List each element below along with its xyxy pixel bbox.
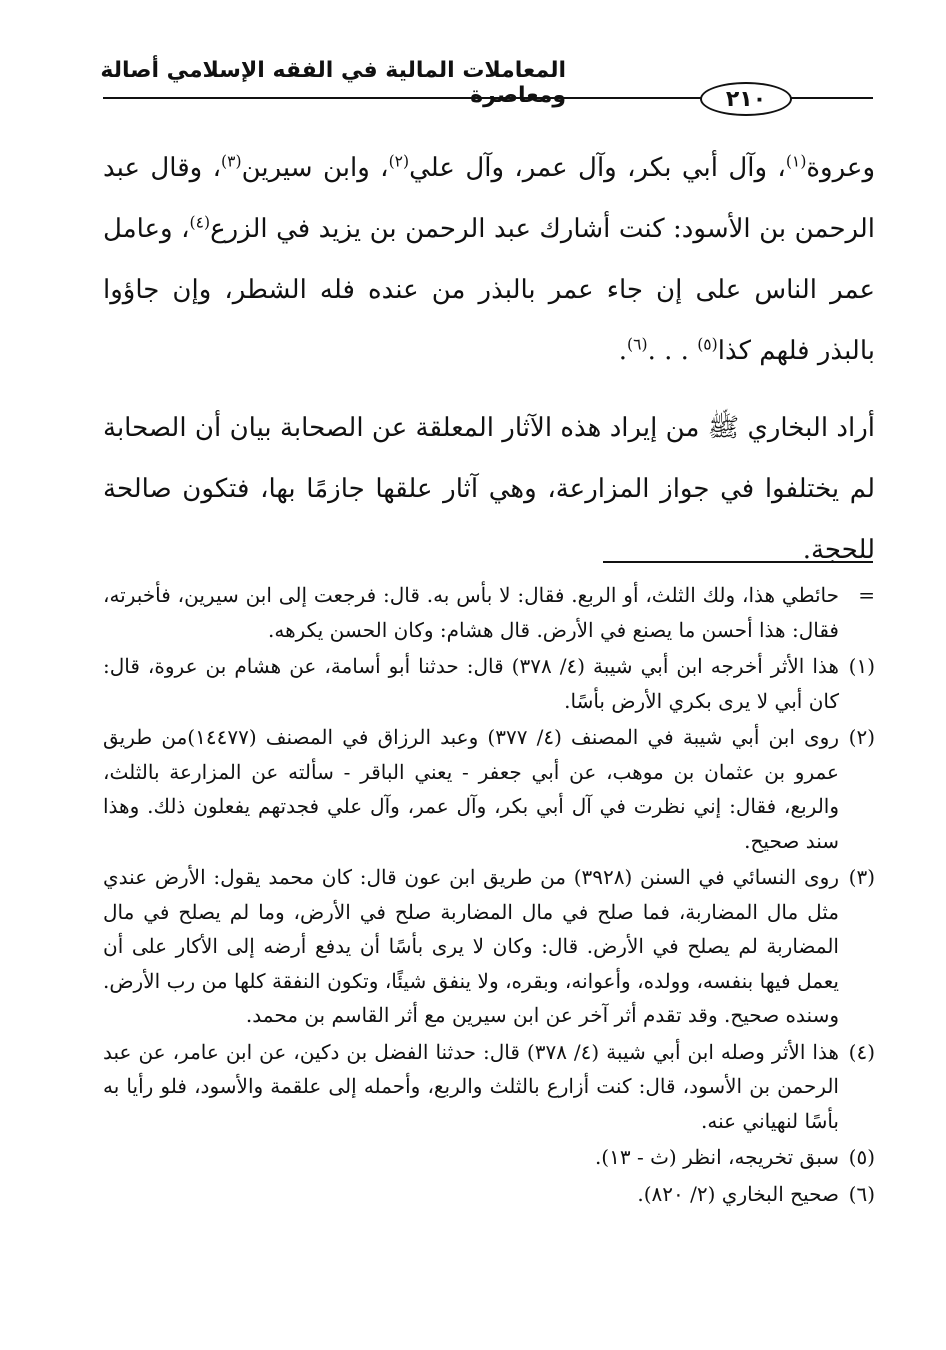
footnote-6 <box>103 1177 875 1212</box>
paragraph-1-segment: ، وعامل عمر الناس على إن جاء عمر بالبذر من عنده فله الشطر، وإن جاؤوا بالبذر فلهم كذا <box>103 214 875 366</box>
footnote-text: صحيح البخاري (٢/ ٨٢٠). <box>637 1181 839 1206</box>
footnote-separator <box>603 561 873 563</box>
footnote-marker: (٣) <box>848 865 875 889</box>
footnote-5 <box>103 1140 875 1175</box>
footnote-text: سبق تخريجه، انظر (ث - ١٣). <box>594 1145 839 1169</box>
footnote-2 <box>103 720 875 858</box>
footnote-ref: (٥) <box>697 335 718 354</box>
paragraph-1-segment: . <box>618 336 628 366</box>
footnote-marker: (٥) <box>848 1145 875 1169</box>
footnote-3 <box>103 860 875 1033</box>
footnote-continuation <box>103 578 875 647</box>
footnote-marker: (٤) <box>848 1039 875 1064</box>
footnote-ref: (٢) <box>388 152 410 171</box>
footnote-text: حائطي هذا، ولك الثلث، أو الربع. فقال: لا بأس به. قال: فرجعت إلى ابن سيرين، فأخبرته، فقال: هذا أحسن ما يصنع في الأرض. قال هشام: وكان الحسن يكرهه. <box>103 583 839 642</box>
footnote-marker: (١) <box>848 654 875 678</box>
footnotes <box>103 578 875 1213</box>
footnote-ref: (٦) <box>627 335 648 354</box>
footnote-ref: (٣) <box>220 152 242 171</box>
paragraph-1-segment: ، وقال عبد الرحمن بن الأسود: كنت أشارك عبد الرحمن بن يزيد في الزرع <box>103 153 876 244</box>
paragraph-2: أراد البخاري ﷺ من إيراد هذه الآثار المعلقة عن الصحابة بيان أن الصحابة لم يختلفوا في جواز المزارعة، وهي آثار علقها جازمًا بها، فتكون صالحة للحجة. <box>103 413 875 565</box>
footnote-text: روى ابن أبي شيبة في المصنف (٤/ ٣٧٧) وعبد الرزاق في المصنف (١٤٤٧٧)من طريق عمرو بن عثمان بن موهب، عن أبي جعفر - يعني الباقر - سألته عن المزارعة بالثلث، والربع، فقال: إني نظرت في آل أبي بكر، وآل عمر، وآل علي فجدتهم يفعلون ذلك. وهذا سند صحيح. <box>103 725 839 853</box>
page-number: ٢١٠ <box>725 86 767 112</box>
footnote-ref: (١) <box>785 152 807 171</box>
footnote-text: هذا الأثر وصله ابن أبي شيبة (٤/ ٣٧٨) قال: حدثنا الفضل بن دكين، عن ابن عامر، عن عبد الرحمن بن الأسود، قال: كنت أزارع بالثلث والربع، وأحمله إلى علقمة والأسود، فلو رأيا به بأسًا لنهياني عنه. <box>103 1039 839 1133</box>
main-text <box>103 138 875 581</box>
footnote-marker: = <box>858 583 875 607</box>
footnote-marker: (٢) <box>848 725 875 749</box>
paragraph-1-segment: وعروة <box>806 153 875 183</box>
paragraph-1-segment: ، وآل أبي بكر، وآل عمر، وآل علي <box>409 153 786 183</box>
footnote-text: روى النسائي في السنن (٣٩٢٨) من طريق ابن عون قال: كان محمد يقول: الأرض عندي مثل مال المضاربة، فما صلح في مال المضاربة صلح في الأرض، وما لم يصلح في مال المضاربة لم يصلح في الأرض. قال: وكان لا يرى بأسًا أن يدفع أرضه إلى الأكار على أن يعمل فيها بنفسه، وولده، وأعوانه، وبقره، ولا ينفق شيئًا، وتكون النفقة كلها من رب الأرض. وسنده صحيح. وقد تقدم أثر آخر عن ابن سيرين مع أثر القاسم بن محمد. <box>103 865 840 1027</box>
footnote-ref: (٤) <box>189 213 211 232</box>
running-title: المعاملات المالية في الفقه الإسلامي أصالة ومعاصرة <box>100 58 566 108</box>
footnote-1 <box>103 649 875 718</box>
footnote-4 <box>103 1035 875 1139</box>
footnote-text: هذا الأثر أخرجه ابن أبي شيبة (٤/ ٣٧٨) قال: حدثنا أبو أسامة، عن هشام بن عروة، قال: كان أبي لا يرى بكري الأرض بأسًا. <box>103 654 839 713</box>
paragraph-1-segment: ، وابن سيرين <box>241 153 389 183</box>
page-number-badge <box>700 82 792 116</box>
footnote-marker: (٦) <box>848 1181 875 1206</box>
paragraph-1 <box>103 138 875 382</box>
paragraph-1-segment: . . . <box>647 336 698 366</box>
